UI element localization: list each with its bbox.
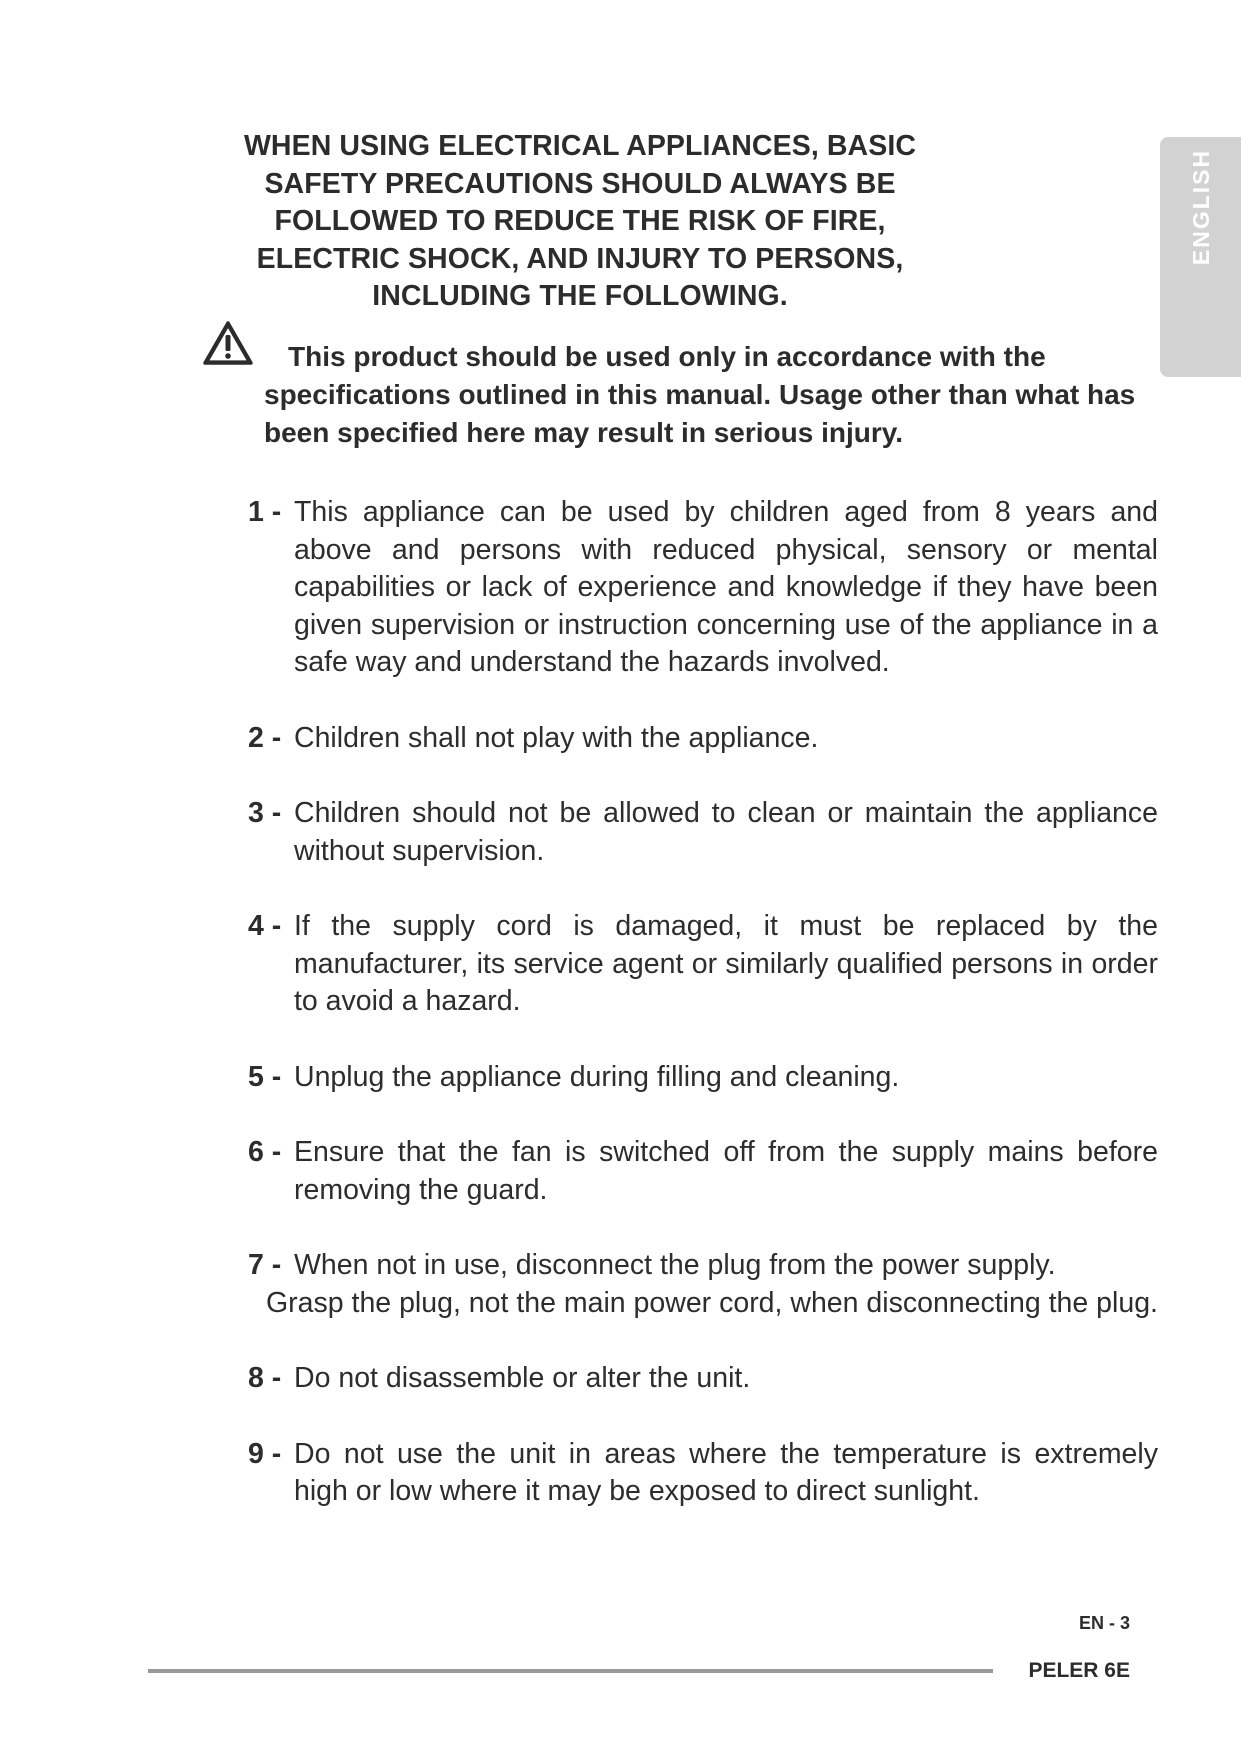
item-number: 1 - <box>248 496 282 528</box>
item-number: 5 - <box>248 1060 282 1093</box>
item-text: Children should not be allowed to clean or maintain the appliance without supervision. <box>294 797 1158 867</box>
list-item <box>248 494 1158 682</box>
list-item <box>248 1360 1158 1398</box>
item-number: 6 - <box>248 1136 282 1168</box>
safety-instructions-list <box>248 494 1158 1549</box>
item-text: Unplug the appliance during filling and cleaning. <box>294 1060 900 1093</box>
language-tab-label: ENGLISH <box>1188 148 1214 266</box>
item-number: 7 - <box>248 1249 282 1281</box>
list-item <box>248 1436 1158 1511</box>
language-tab <box>1160 137 1241 377</box>
page-number: EN - 3 <box>1078 1613 1130 1633</box>
list-item <box>248 795 1158 870</box>
item-text: Children shall not play with the appliance. <box>294 721 819 754</box>
item-text: Do not disassemble or alter the unit. <box>294 1362 751 1394</box>
item-number: 3 - <box>248 797 282 829</box>
list-item <box>248 1134 1158 1209</box>
item-subtext: Grasp the plug, not the main power cord, when disconnecting the plug. <box>266 1286 1158 1319</box>
list-item <box>248 720 1158 758</box>
item-number: 4 - <box>248 910 282 942</box>
list-item <box>248 1059 1158 1097</box>
item-text: If the supply cord is damaged, it must be replaced by the manufacturer, its service agent or similarly qualified persons in order to avoid a hazard. <box>294 910 1158 1017</box>
item-text: Do not use the unit in areas where the temperature is extremely high or low where it may be exposed to direct sunlight. <box>294 1437 1158 1507</box>
footer-divider <box>148 1669 993 1673</box>
list-item <box>248 1247 1158 1322</box>
model-name: PELER 6E <box>1028 1659 1130 1682</box>
item-text: This appliance can be used by children aged from 8 years and above and persons with reduced physical, sensory or mental capabilities or lack of experience and knowledge if they have been given supervision or instruction concerning use of the appliance in a safe way and understand the hazards involved. <box>294 496 1158 678</box>
page-heading: WHEN USING ELECTRICAL APPLIANCES, BASIC SAFETY PRECAUTIONS SHOULD ALWAYS BE FOLLOWED TO REDUCE THE RISK OF FIRE, ELECTRIC SHOCK, AND INJURY TO PERSONS, INCLUDING THE FOLLOWING. <box>243 130 917 312</box>
item-text: Ensure that the fan is switched off from the supply mains before removing the guard. <box>294 1136 1158 1206</box>
warning-text: This product should be used only in accordance with the specifications outlined in this manual. Usage other than what has been specified here may result in serious injury. <box>264 341 1136 448</box>
item-number: 9 - <box>248 1437 282 1470</box>
warning-triangle-icon <box>202 320 254 366</box>
list-item <box>248 908 1158 1021</box>
item-text: When not in use, disconnect the plug from the power supply. <box>294 1249 1056 1281</box>
item-number: 2 - <box>248 721 282 754</box>
item-number: 8 - <box>248 1362 282 1394</box>
